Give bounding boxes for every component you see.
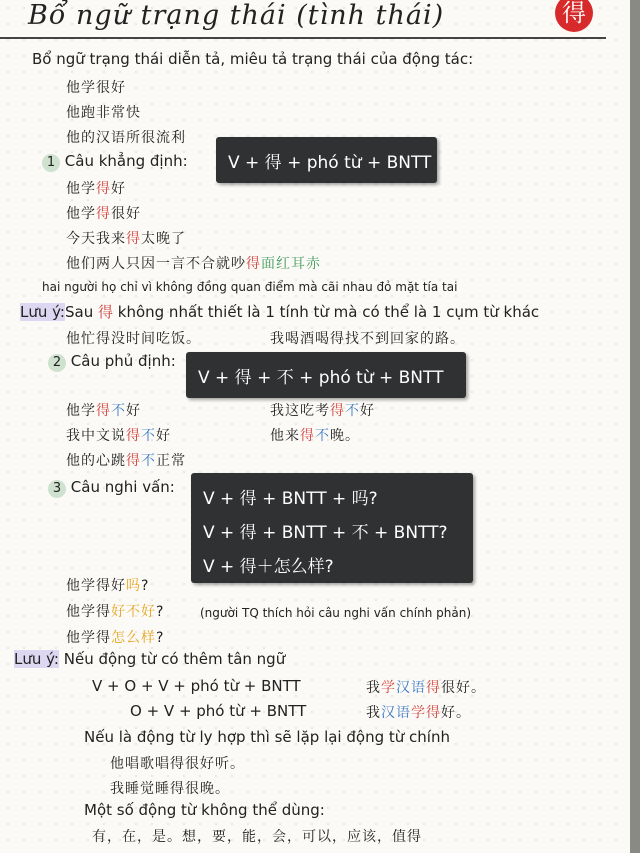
section2-example: [66, 400, 141, 420]
ex-text: 他学得好: [66, 578, 126, 594]
bu-char: 不: [141, 453, 156, 469]
de-char: 得: [126, 231, 141, 247]
page-edge-shadow: [630, 0, 640, 853]
ex-text: 他的心跳: [66, 453, 126, 469]
section1-formula: V + 得 + phó từ + BNTT: [228, 153, 432, 173]
section2-example: [270, 425, 360, 445]
ex-text: 很好。: [441, 680, 486, 696]
section3-example: [66, 575, 149, 595]
section3-heading: [48, 478, 175, 498]
cannot-list: 有，在，是。想，要，能，会，可以，应该，值得: [92, 829, 422, 845]
ex-text: ?: [156, 630, 165, 646]
de-char: 得: [97, 303, 113, 321]
ex-text: 他学得: [66, 630, 111, 646]
luu-y-label: Lưu ý:: [20, 303, 65, 321]
section1-example: [66, 178, 126, 198]
de-char: 得: [426, 680, 441, 696]
luu-y-text: không nhất thiết là 1 tính từ mà có thể là 1 cụm từ khác: [113, 303, 540, 321]
ex-text: 晚。: [330, 428, 360, 444]
de-char: 得: [246, 256, 261, 272]
section2-example: [270, 400, 375, 420]
page-title: Bổ ngữ trạng thái (tình thái): [28, 0, 445, 31]
bu-char: 不: [345, 403, 360, 419]
seal-badge: 得: [555, 0, 593, 32]
verb-part: 学: [411, 705, 426, 721]
de-char: 得: [96, 403, 111, 419]
section3-formula: V + 得＋怎么样?: [203, 557, 334, 577]
ex-text: 他学: [66, 206, 96, 222]
verb-part: 学: [381, 680, 396, 696]
de-char: 得: [126, 428, 141, 444]
question-part: 怎么样: [111, 630, 156, 646]
ex-text: 面红耳赤: [261, 256, 321, 272]
ex-text: 太晚了: [141, 231, 186, 247]
section3-example: [66, 601, 164, 621]
de-char: 得: [426, 705, 441, 721]
bu-char: 不: [111, 403, 126, 419]
ex-text: 好: [360, 403, 375, 419]
luu-y-text: Sau: [64, 303, 98, 321]
ex-text: ?: [156, 604, 165, 620]
section2-number: 2: [48, 354, 66, 372]
section3-label: Câu nghi vấn:: [70, 478, 175, 496]
object-part: 汉语: [396, 680, 426, 696]
title-underline: [0, 37, 606, 39]
de-char: 得: [126, 453, 141, 469]
intro-example-1: 他学很好: [66, 80, 126, 96]
ex-text: 他学: [66, 181, 96, 197]
de-char: 得: [300, 428, 315, 444]
luu-y-2: [14, 650, 285, 668]
ex-text: 他来: [270, 428, 300, 444]
luu-y-1-example: 他忙得没时间吃饭。: [66, 331, 201, 347]
ex-text: 正常: [156, 453, 186, 469]
section1-label: Câu khẳng định:: [64, 152, 188, 170]
li-hop-example: 我睡觉睡得很晚。: [110, 781, 230, 797]
ex-text: 他学: [66, 403, 96, 419]
ex-text: ?: [141, 578, 150, 594]
section1-number: 1: [42, 154, 60, 172]
de-char: 得: [96, 181, 111, 197]
cannot-text: Một số động từ không thể dùng:: [84, 801, 325, 819]
ex-text: 好: [126, 403, 141, 419]
section2-formula-box: [186, 352, 466, 398]
section1-example: [66, 228, 186, 248]
section2-formula: V + 得 + 不 + phó từ + BNTT: [198, 368, 444, 388]
ex-text: 我这吃考: [270, 403, 330, 419]
luu-y-text: Nếu động từ có thêm tân ngữ: [63, 650, 286, 668]
luu-y-label: Lưu ý:: [14, 650, 59, 668]
li-hop-text: Nếu là động từ ly hợp thì sẽ lặp lại động từ chính: [84, 728, 450, 746]
luu-y-2-example-2: [366, 702, 471, 722]
section1-example: [66, 253, 321, 273]
intro-example-3: 他的汉语所很流利: [66, 130, 186, 146]
bu-char: 不: [141, 428, 156, 444]
ex-text: 今天我来: [66, 231, 126, 247]
section3-formula: V + 得 + BNTT + 不 + BNTT?: [203, 523, 448, 543]
ex-text: 好。: [441, 705, 471, 721]
ex-text: 很好: [111, 206, 141, 222]
section1-heading: [42, 152, 188, 172]
intro-example-2: 他跑非常快: [66, 105, 141, 121]
luu-y-2-formula-2: O + V + phó từ + BNTT: [130, 702, 307, 720]
section1-formula-box: [216, 137, 437, 183]
bu-char: 不: [315, 428, 330, 444]
de-char: 得: [330, 403, 345, 419]
ex-text: 好: [156, 428, 171, 444]
question-part: 吗: [126, 578, 141, 594]
question-part: 好不好: [111, 604, 156, 620]
section1-example: [66, 203, 141, 223]
luu-y-1: [20, 301, 539, 322]
intro-text: Bổ ngữ trạng thái diễn tả, miêu tả trạng thái của động tác:: [32, 50, 474, 68]
ex-text: 我中文说: [66, 428, 126, 444]
section1-note: hai người họ chỉ vì không đồng quan điểm mà cãi nhau đỏ mặt tía tai: [42, 280, 458, 294]
luu-y-2-formula-1: V + O + V + phó từ + BNTT: [92, 677, 301, 695]
luu-y-2-example-1: [366, 677, 486, 697]
ex-text: 他学得: [66, 604, 111, 620]
section3-formula-box: [191, 473, 473, 583]
section2-example: [66, 450, 186, 470]
de-char: 得: [96, 206, 111, 222]
luu-y-1-example: 我喝酒喝得找不到回家的路。: [270, 331, 465, 347]
section2-example: [66, 425, 171, 445]
ex-text: 我: [366, 705, 381, 721]
li-hop-example: 他唱歌唱得很好听。: [110, 756, 245, 772]
ex-text: 他们两人只因一言不合就吵: [66, 256, 246, 272]
object-part: 汉语: [381, 705, 411, 721]
ex-text: 我: [366, 680, 381, 696]
section2-heading: [48, 352, 176, 372]
ex-text: 好: [111, 181, 126, 197]
section2-label: Câu phủ định:: [70, 352, 176, 370]
section3-formula: V + 得 + BNTT + 吗?: [203, 489, 378, 509]
section3-note: (người TQ thích hỏi câu nghi vấn chính phản): [200, 606, 471, 620]
section3-example: [66, 627, 164, 647]
section3-number: 3: [48, 480, 66, 498]
